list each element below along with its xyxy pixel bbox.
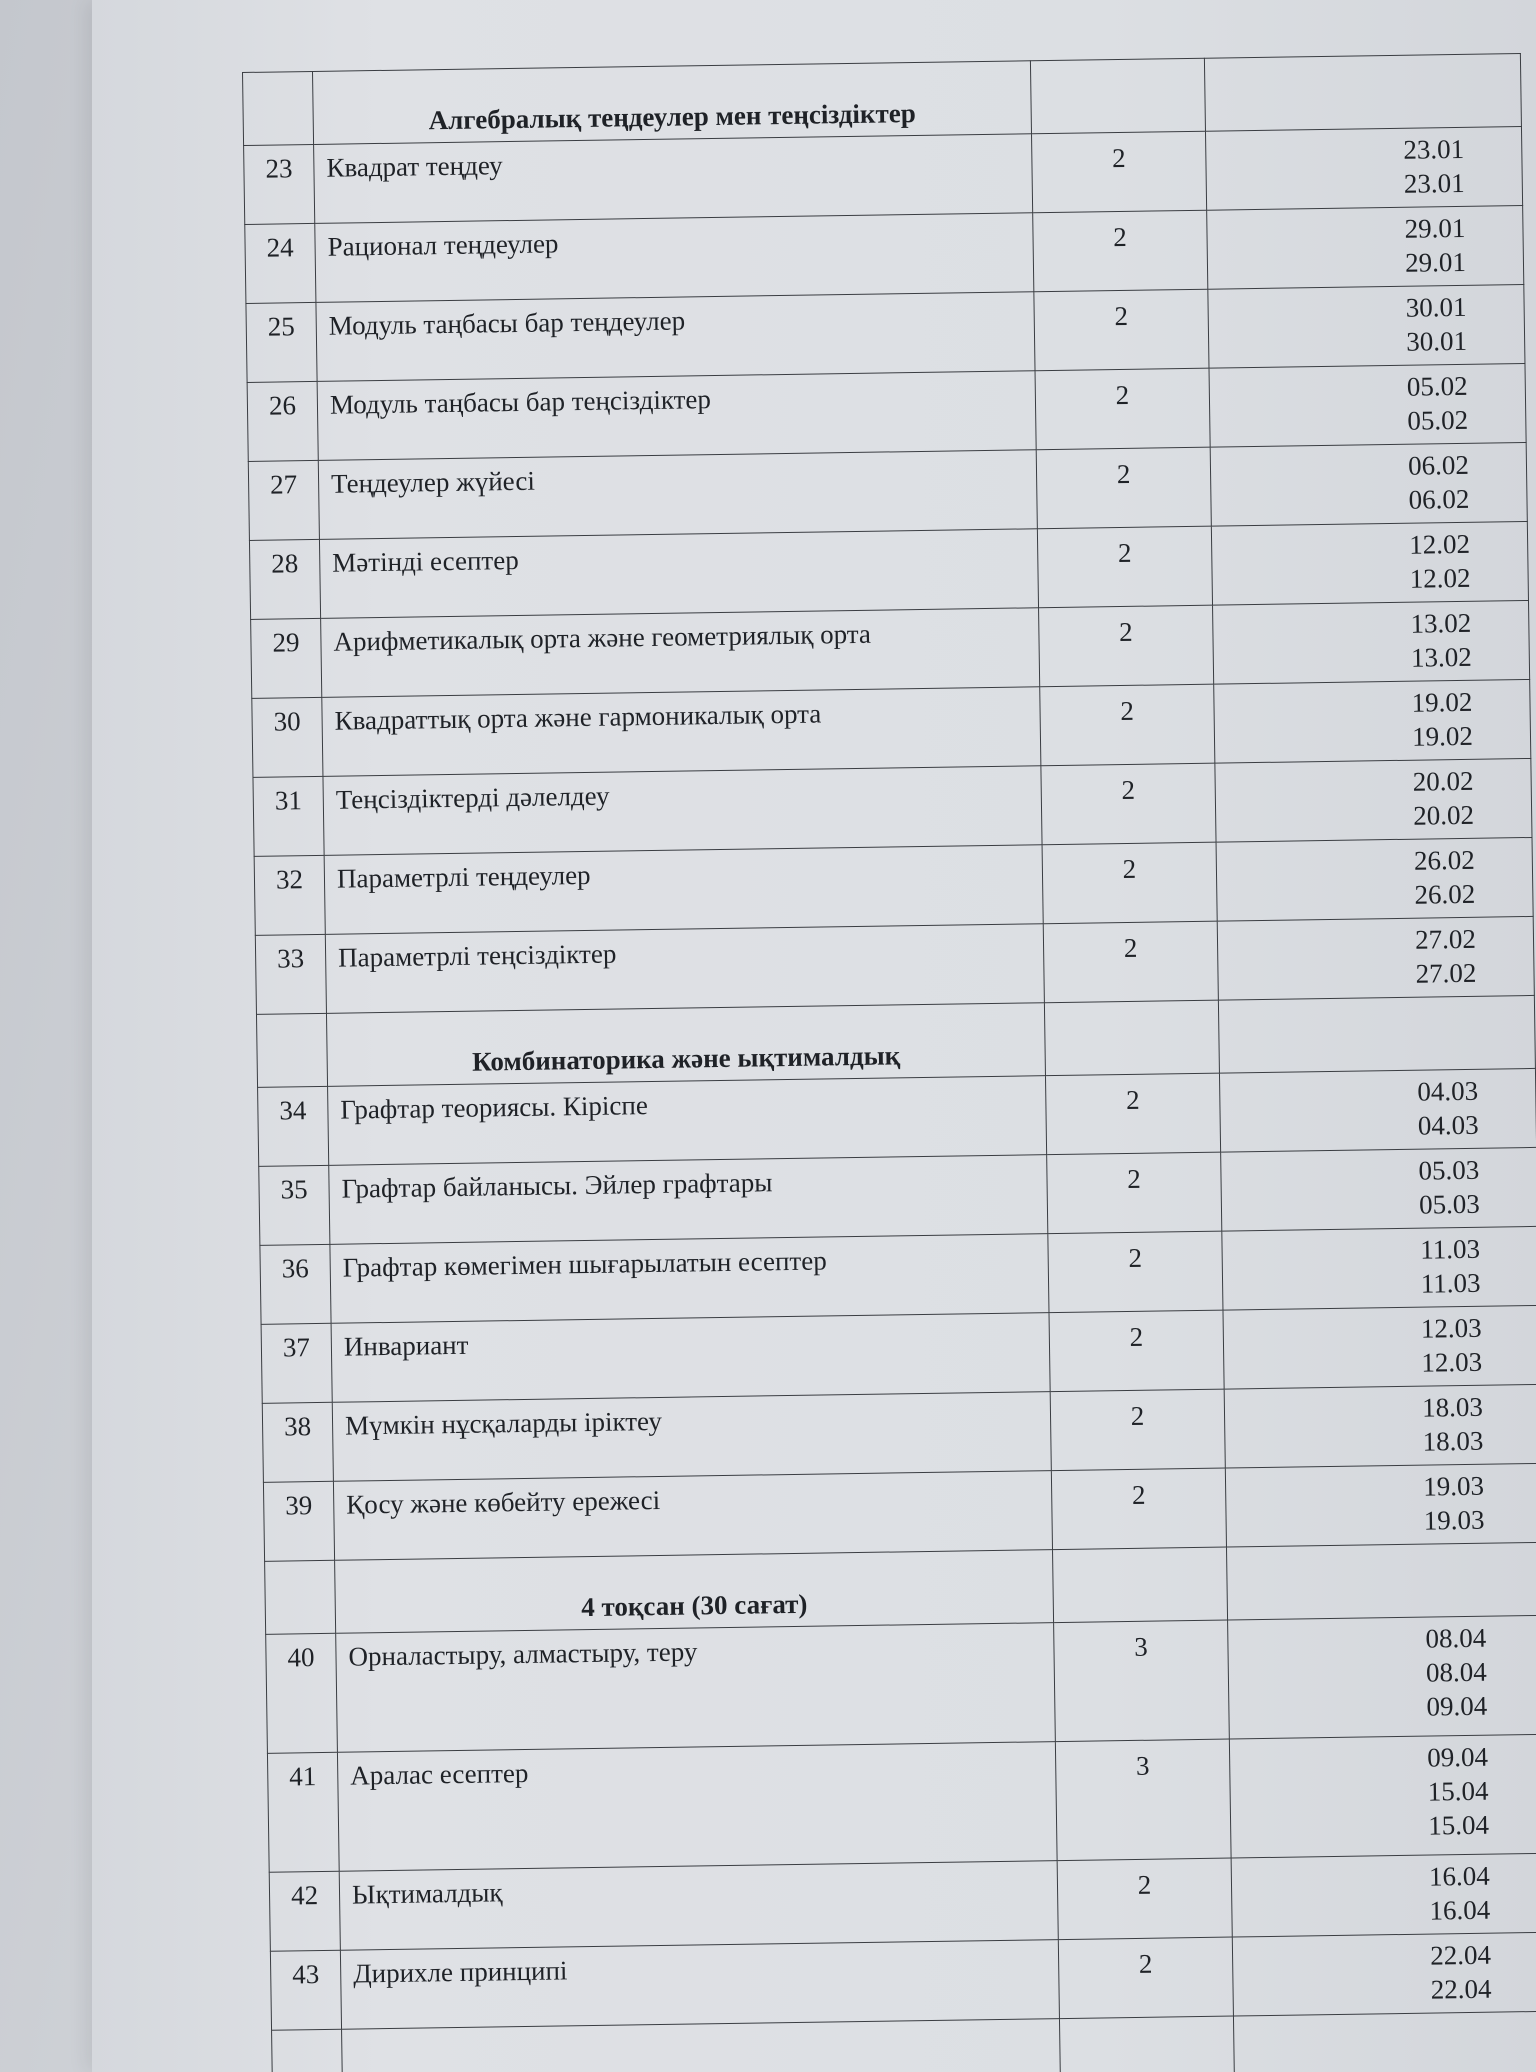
lesson-dates bbox=[1209, 363, 1526, 447]
lesson-date: 23.01 bbox=[1403, 167, 1465, 199]
lesson-topic: Графтар байланысы. Эйлер графтары bbox=[329, 1155, 1048, 1245]
lesson-date: 22.04 bbox=[1429, 1939, 1492, 1971]
lesson-topic: Параметрлі теңдеулер bbox=[324, 845, 1043, 935]
lesson-date: 09.04 bbox=[1427, 1741, 1489, 1773]
section-title: 4 тоқсан (30 сағат) bbox=[335, 1550, 1054, 1634]
schedule-table bbox=[242, 53, 1536, 2072]
lesson-date: 30.01 bbox=[1405, 291, 1467, 323]
lesson-hours: 2 bbox=[1036, 447, 1211, 529]
lesson-dates bbox=[1231, 1853, 1536, 1937]
lesson-date: 04.03 bbox=[1417, 1109, 1479, 1141]
table-row bbox=[267, 1734, 1536, 1872]
lesson-date: 05.03 bbox=[1418, 1154, 1480, 1186]
dates-cell bbox=[1226, 1542, 1536, 1620]
lesson-topic: Орналастыру, алмастыру, теру bbox=[336, 1623, 1056, 1753]
lesson-dates bbox=[1223, 1305, 1536, 1389]
lesson-number: 29 bbox=[251, 618, 322, 698]
hours-cell bbox=[1059, 2016, 1235, 2072]
lesson-dates bbox=[1229, 1734, 1536, 1858]
lesson-hours: 2 bbox=[1042, 842, 1217, 924]
lesson-dates bbox=[1222, 1226, 1536, 1310]
lesson-number: 43 bbox=[270, 1950, 341, 2030]
lesson-hours: 2 bbox=[1057, 1858, 1232, 1940]
lesson-date: 05.02 bbox=[1407, 404, 1469, 436]
lesson-number: 41 bbox=[267, 1752, 339, 1872]
lesson-dates bbox=[1219, 1068, 1536, 1152]
lesson-number: 33 bbox=[255, 934, 326, 1014]
lesson-date: 15.04 bbox=[1427, 1775, 1489, 1807]
lesson-hours: 2 bbox=[1033, 210, 1208, 292]
lesson-date: 22.04 bbox=[1430, 1973, 1492, 2005]
lesson-date: 20.02 bbox=[1413, 799, 1475, 831]
lesson-topic: Қосу және көбейту ережесі bbox=[333, 1471, 1052, 1561]
lesson-date: 27.02 bbox=[1415, 957, 1477, 989]
lesson-hours: 2 bbox=[1058, 1937, 1233, 2019]
dates-cell bbox=[1218, 995, 1535, 1073]
hours-cell bbox=[1053, 1547, 1228, 1623]
dates-cell bbox=[1204, 54, 1521, 132]
lesson-hours: 2 bbox=[1041, 763, 1216, 845]
section-title: Алгебралық теңдеулер мен теңсіздіктер bbox=[312, 61, 1031, 145]
lesson-dates bbox=[1207, 206, 1524, 290]
lesson-date: 05.02 bbox=[1406, 370, 1468, 402]
lesson-date: 29.01 bbox=[1404, 246, 1467, 278]
lesson-number: 38 bbox=[262, 1402, 333, 1482]
lesson-topic: Теңдеулер жүйесі bbox=[318, 450, 1037, 540]
lesson-number: 31 bbox=[253, 776, 324, 856]
lesson-topic: Дирихле принципі bbox=[340, 1940, 1059, 2030]
lesson-topic: Квадраттық орта және гармоникалық орта bbox=[322, 687, 1041, 777]
lesson-hours: 2 bbox=[1043, 921, 1218, 1003]
dates-cell bbox=[1233, 2011, 1536, 2072]
lesson-hours: 2 bbox=[1034, 289, 1209, 371]
lesson-date: 18.03 bbox=[1422, 1425, 1484, 1457]
lesson-date: 08.04 bbox=[1425, 1622, 1487, 1654]
lesson-number: 24 bbox=[245, 223, 316, 303]
lesson-topic: Мүмкін нұсқаларды іріктеу bbox=[332, 1392, 1051, 1482]
lesson-number: 36 bbox=[260, 1244, 331, 1324]
table-row bbox=[266, 1615, 1536, 1753]
lesson-date: 06.02 bbox=[1407, 449, 1470, 481]
lesson-hours: 2 bbox=[1037, 526, 1212, 608]
section-title: Комбинаторика және ықтималдық bbox=[326, 1003, 1045, 1087]
lesson-topic: Аралас есептер bbox=[337, 1742, 1057, 1872]
schedule-table-wrapper bbox=[242, 53, 1536, 2072]
lesson-date: 29.01 bbox=[1404, 212, 1466, 244]
lesson-number: 26 bbox=[247, 381, 318, 461]
lesson-hours: 3 bbox=[1055, 1739, 1231, 1861]
lesson-dates bbox=[1217, 916, 1534, 1000]
lesson-dates bbox=[1232, 1932, 1536, 2016]
lesson-date: 12.03 bbox=[1421, 1346, 1483, 1378]
lesson-hours: 2 bbox=[1039, 605, 1214, 687]
num-cell bbox=[243, 71, 314, 145]
lesson-dates bbox=[1224, 1384, 1536, 1468]
lesson-hours: 3 bbox=[1054, 1620, 1230, 1742]
lesson-date: 30.01 bbox=[1406, 325, 1468, 357]
lesson-number: 32 bbox=[254, 855, 325, 935]
lesson-number: 27 bbox=[248, 460, 319, 540]
lesson-dates bbox=[1211, 521, 1528, 605]
lesson-number: 25 bbox=[246, 302, 317, 382]
lesson-date: 16.04 bbox=[1429, 1894, 1491, 1926]
hours-cell bbox=[1044, 1000, 1219, 1076]
lesson-date: 06.02 bbox=[1408, 483, 1470, 515]
lesson-date: 18.03 bbox=[1421, 1391, 1484, 1423]
lesson-date: 20.02 bbox=[1412, 765, 1474, 797]
lesson-topic: Параметрлі теңсіздіктер bbox=[325, 924, 1044, 1014]
lesson-dates bbox=[1205, 127, 1522, 211]
lesson-date: 19.02 bbox=[1411, 686, 1473, 718]
lesson-date: 19.03 bbox=[1423, 1504, 1485, 1536]
lesson-date: 26.02 bbox=[1414, 878, 1476, 910]
lesson-dates bbox=[1216, 837, 1533, 921]
lesson-number: 34 bbox=[258, 1086, 329, 1166]
num-cell bbox=[272, 2029, 344, 2072]
lesson-date: 16.04 bbox=[1428, 1860, 1490, 1892]
lesson-date: 11.03 bbox=[1420, 1233, 1481, 1265]
lesson-number: 37 bbox=[261, 1323, 332, 1403]
lesson-dates bbox=[1215, 758, 1532, 842]
lesson-number: 42 bbox=[269, 1871, 340, 1951]
lesson-hours: 2 bbox=[1051, 1468, 1226, 1550]
lesson-date: 26.02 bbox=[1413, 844, 1475, 876]
lesson-topic: Арифметикалық орта және геометриялық орта bbox=[321, 608, 1040, 698]
schedule-table-body bbox=[243, 54, 1536, 2072]
paper-sheet bbox=[92, 0, 1536, 2072]
lesson-hours: 2 bbox=[1048, 1231, 1223, 1313]
lesson-dates bbox=[1225, 1463, 1536, 1547]
lesson-topic: Графтар теориясы. Кіріспе bbox=[328, 1076, 1047, 1166]
num-cell bbox=[256, 1013, 327, 1087]
lesson-date: 11.03 bbox=[1420, 1267, 1481, 1299]
lesson-number: 23 bbox=[244, 144, 315, 224]
lesson-hours: 2 bbox=[1050, 1389, 1225, 1471]
lesson-hours: 2 bbox=[1045, 1073, 1220, 1155]
hours-cell bbox=[1030, 58, 1205, 134]
num-cell bbox=[265, 1560, 336, 1634]
lesson-number: 28 bbox=[249, 539, 320, 619]
lesson-topic: Модуль таңбасы бар теңдеулер bbox=[316, 292, 1035, 382]
lesson-topic: Квадрат теңдеу bbox=[314, 134, 1033, 224]
lesson-hours: 2 bbox=[1032, 131, 1207, 213]
lesson-number: 35 bbox=[259, 1165, 330, 1245]
lesson-date: 04.03 bbox=[1417, 1075, 1479, 1107]
lesson-number: 30 bbox=[252, 697, 323, 777]
lesson-date: 12.02 bbox=[1409, 562, 1471, 594]
lesson-date: 12.02 bbox=[1409, 528, 1471, 560]
lesson-dates bbox=[1213, 600, 1530, 684]
lesson-dates bbox=[1221, 1147, 1536, 1231]
lesson-topic: Графтар көмегімен шығарылатын есептер bbox=[330, 1234, 1049, 1324]
lesson-hours: 2 bbox=[1049, 1310, 1224, 1392]
lesson-number: 40 bbox=[266, 1633, 338, 1753]
lesson-dates bbox=[1214, 679, 1531, 763]
lesson-topic: Рационал теңдеулер bbox=[315, 213, 1034, 303]
lesson-dates bbox=[1208, 285, 1525, 369]
lesson-date: 15.04 bbox=[1428, 1809, 1490, 1841]
lesson-date: 13.02 bbox=[1410, 641, 1472, 673]
lesson-date: 05.03 bbox=[1418, 1188, 1481, 1220]
lesson-date: 19.03 bbox=[1423, 1470, 1485, 1502]
lesson-dates bbox=[1228, 1615, 1536, 1739]
lesson-topic: Модуль таңбасы бар теңсіздіктер bbox=[317, 371, 1036, 461]
lesson-date: 23.01 bbox=[1403, 133, 1465, 165]
lesson-date: 09.04 bbox=[1426, 1690, 1488, 1722]
lesson-hours: 2 bbox=[1035, 368, 1210, 450]
lesson-date: 12.03 bbox=[1420, 1312, 1482, 1344]
lesson-date: 27.02 bbox=[1414, 923, 1477, 955]
lesson-topic: Инвариант bbox=[331, 1313, 1050, 1403]
lesson-date: 13.02 bbox=[1410, 607, 1472, 639]
lesson-topic: Мәтінді есептер bbox=[319, 529, 1038, 619]
lesson-dates bbox=[1210, 442, 1527, 526]
lesson-hours: 2 bbox=[1047, 1152, 1222, 1234]
lesson-date: 19.02 bbox=[1411, 720, 1474, 752]
lesson-number: 39 bbox=[263, 1481, 334, 1561]
lesson-date: 08.04 bbox=[1425, 1656, 1487, 1688]
lesson-topic: Теңсіздіктерді дәлелдеу bbox=[323, 766, 1042, 856]
lesson-topic: Ықтималдық bbox=[339, 1861, 1058, 1951]
lesson-hours: 2 bbox=[1040, 684, 1215, 766]
